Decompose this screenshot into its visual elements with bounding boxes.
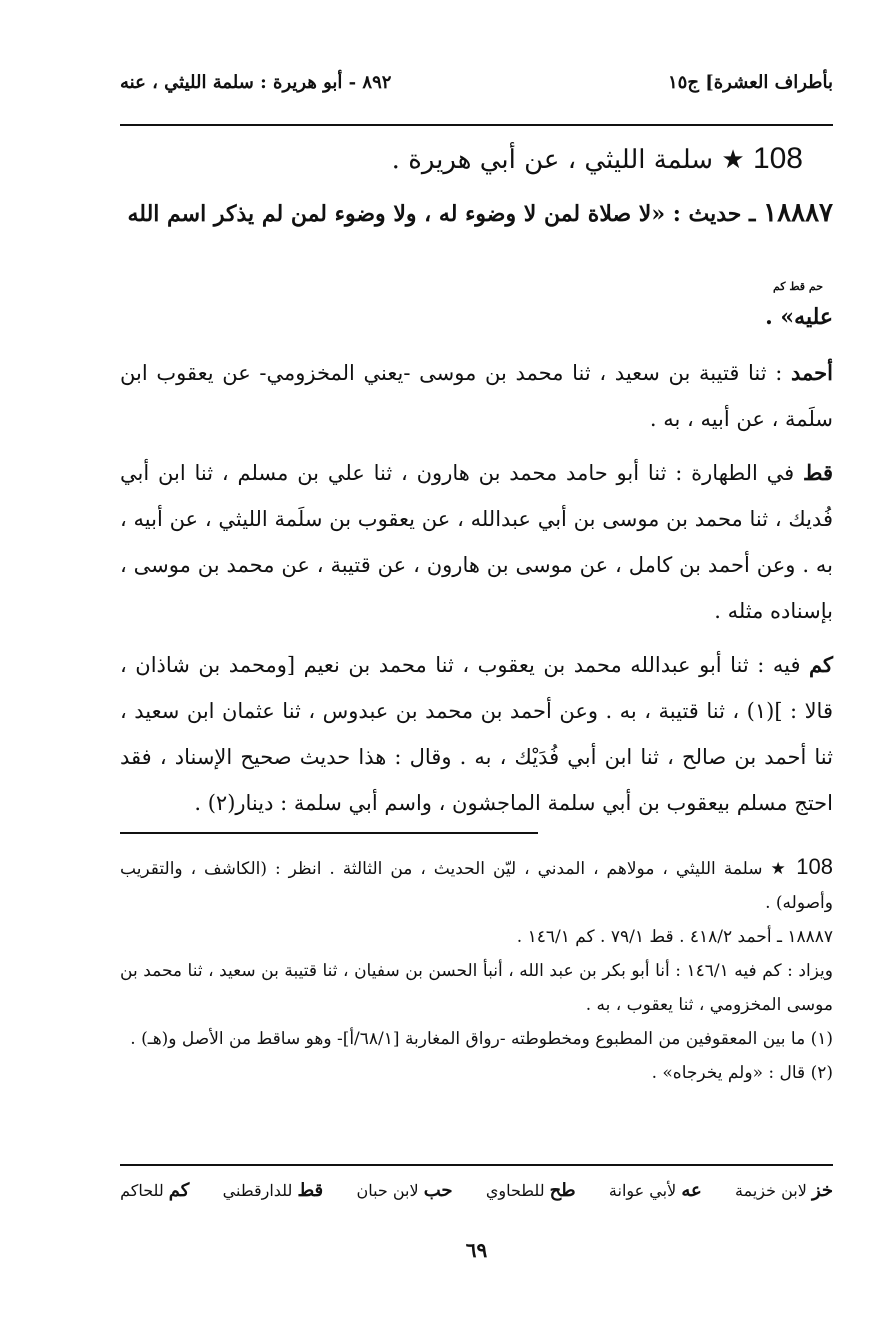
paragraph-daraqutni <box>120 450 833 634</box>
entry-heading <box>120 142 803 176</box>
paragraph-text: : ثنا قتيبة بن سعيد ، ثنا محمد بن موسى -يعني المخزومي- عن يعقوب ابن سلَمة ، عن أبيه ، به . <box>120 361 833 431</box>
paragraph-text: فيه : ثنا أبو عبدالله محمد بن يعقوب ، ثنا محمد بن نعيم [ومحمد بن شاذان ، قالا : ](١) ، ثنا قتيبة ، به . وعن أحمد بن محمد بن عبدوس ، ثنا عثمان ابن سعيد ، ثنا أحمد بن صالح ، ثنا ابن أبي فُدَيْك ، به . وقال : هذا حديث صحيح الإسناد ، فقد احتج مسلم بيعقوب بن أبي سلمة الماجشون ، واسم أبي سلمة : دينار(٢) . <box>120 653 833 815</box>
legend-rule <box>120 1164 833 1166</box>
legend-abbr: حب <box>423 1180 453 1201</box>
source-abbr: قط <box>803 460 833 485</box>
legend-text: لابن حبان <box>356 1181 419 1200</box>
paragraph-text: في الطهارة : ثنا أبو حامد محمد بن هارون ، ثنا علي بن مسلم ، ثنا ابن أبي فُديك ، ثنا محمد بن موسى بن أبي عبدالله ، عن يعقوب بن سلَمة الليثي ، عن أبيه ، به . وعن أحمد بن كامل ، عن موسى بن هارون ، عن قتيبة ، عن محمد بن موسى ، بإسناده مثله . <box>120 461 833 623</box>
legend-abbr: عه <box>681 1180 702 1201</box>
legend-text: للطحاوي <box>485 1181 545 1200</box>
footnote-text: سلمة الليثي ، مولاهم ، المدني ، ليّن الحديث ، من الثالثة . انظر : (الكاشف ، والتقريب وأصوله) . <box>120 859 833 913</box>
legend-item <box>120 1180 189 1201</box>
entry-title: سلمة الليثي ، عن أبي هريرة . <box>391 145 714 175</box>
running-head-left: ٨٩٢ - أبو هريرة : سلمة الليثي ، عنه <box>120 72 392 93</box>
hadith-sigla: حم قط كم <box>772 280 824 293</box>
hadith-text <box>120 196 833 231</box>
legend-abbr: طح <box>549 1180 576 1201</box>
paragraph-hakim <box>120 642 833 826</box>
legend-item <box>223 1180 323 1201</box>
entry-number: 108 <box>752 142 803 175</box>
footnote-entry-number: 108 <box>796 854 833 879</box>
legend-item <box>735 1180 833 1201</box>
legend-item <box>356 1180 452 1201</box>
legend-item <box>486 1180 576 1201</box>
page-number: ٦٩ <box>465 1238 488 1262</box>
hadith-end: عليه» . <box>765 304 833 330</box>
footnote-2: (٢) قال : «ولم يخرجاه» . <box>651 1063 833 1083</box>
star-icon: ★ <box>770 859 789 879</box>
hadith-body: ـ حديث : «لا صلاة لمن لا وضوء له ، ولا وضوء لمن لم يذكر اسم الله <box>127 201 756 227</box>
header-rule <box>120 124 833 126</box>
paragraph-ahmad <box>120 350 833 442</box>
legend-item <box>609 1180 702 1201</box>
legend-text: لأبي عوانة <box>608 1181 677 1200</box>
footnote-entry <box>120 850 833 920</box>
footnotes <box>120 850 833 1090</box>
footnote-rule <box>120 832 538 834</box>
star-icon: ★ <box>721 145 745 175</box>
source-abbr: أحمد <box>791 360 833 385</box>
legend-abbr: كم <box>168 1180 190 1201</box>
legend-abbr: خز <box>811 1180 833 1201</box>
running-head <box>120 72 833 102</box>
legend-text: لابن خزيمة <box>735 1181 807 1200</box>
book-page <box>120 60 833 1290</box>
legend-text: للدارقطني <box>222 1181 293 1200</box>
source-abbr: كم <box>809 652 833 677</box>
running-head-right: بأطراف العشرة] ج١٥ <box>667 72 833 93</box>
footnote-1: (١) ما بين المعقوفين من المطبوع ومخطوطته -رواق المغاربة [٦٨/١/أ]- وهو ساقط من الأصل و(هـ) . <box>130 1029 833 1049</box>
isnad-body <box>120 350 833 834</box>
footnote-references: ١٨٨٨٧ ـ أحمد ٤١٨/٢ . قط ٧٩/١ . كم ١٤٦/١ . <box>516 927 833 947</box>
hadith-number: ١٨٨٨٧ <box>763 198 833 228</box>
legend-text: للحاكم <box>120 1181 164 1200</box>
abbreviation-legend <box>120 1180 833 1201</box>
footnote-addition: ويزاد : كم فيه ١٤٦/١ : أنا أبو بكر بن عبد الله ، أنبأ الحسن بن سفيان ، ثنا قتيبة بن سعيد ، ثنا محمد بن موسى المخزومي ، ثنا يعقوب ، به . <box>120 961 833 1015</box>
legend-abbr: قط <box>297 1180 324 1201</box>
